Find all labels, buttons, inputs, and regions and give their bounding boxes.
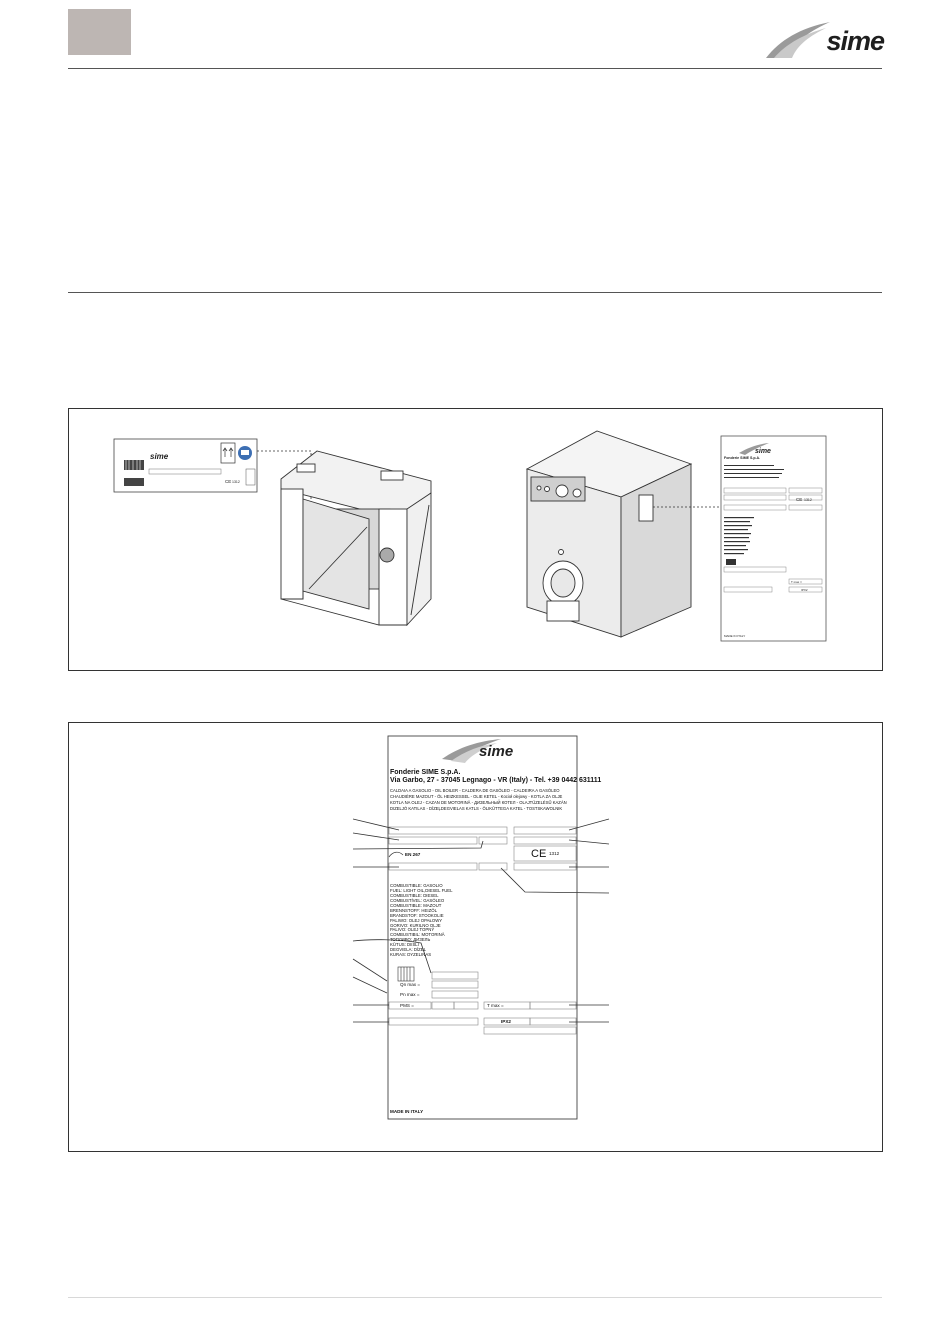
package-label [114,439,257,492]
svg-text:MADE IN ITALY: MADE IN ITALY [724,634,746,638]
plate-ce-number: 1312 [549,851,560,856]
figure-rating-plate [68,722,883,1152]
figure1-drawing [69,409,882,670]
plate-fuel-list: COMBUSTIBLE: GASOLIO FUEL: LIGHT OIL,DIESEL FUEL COMBUSTIBLE: DIESEL COMBUSTÍVEL: GASÓLEO COMBUSTIBLE: MAZOUT BRENNSTOFF: HEIZÖL BRANDSTOF: STOOKOLIE PALIWO: OLEJ OPAŁOWY GORIVO: KURILNO OLJE PALIVO: OLEJ TOPNÝ COMBUSTIBIL: MOTORINĂ ТОПЛИВО: ДИЗЕЛЬ KÜTUS: DIISLI DEGVIELA: DĪZEL KURAS: DYZELINAS [390,883,453,958]
page-tab [68,9,131,55]
plate-product-line-1: CALDAIA A GASOLIO - OIL BOILER - CALDERA DE GASÓLEO - CALDEIRA A GASÓLEO [390,788,560,793]
plate-company: Fonderie SIME S.p.A. [390,769,461,776]
boiler-unit [527,431,691,637]
rating-plate-location [639,495,653,521]
svg-text:T max =: T max = [791,580,802,584]
svg-text:CE: CE [225,479,232,484]
plate-product-line-4: DIZELJÓ KATILAS - DĪZEĻDEGVIELAS KATLS - ÕLIKÜTTEGA KATEL - TOSTSKAWOLNIK [390,806,563,811]
header-rule [68,68,882,69]
ce-mark: CE [531,848,547,860]
svg-text:Fonderie SIME S.p.A.: Fonderie SIME S.p.A. [724,456,761,460]
svg-text:IPX2: IPX2 [801,588,808,592]
svg-text:sime: sime [150,452,169,461]
plate-made-in: MADE IN ITALY [390,1109,424,1114]
plate-pms: PMS = [400,1003,414,1008]
plate-address: Via Garbo, 27 - 37045 Legnago - VR (Italy) - Tel. +39 0442 631111 [390,777,602,784]
plate-brand: sime [479,743,514,760]
svg-text:1312: 1312 [232,480,240,484]
barcode-icon [124,460,144,470]
plate-qn-max: Qn max = [400,982,421,987]
plate-t-max: T max = [487,1003,504,1008]
plate-product-line-3: KOTLA NA OLEJ - CAZAN DE MOTORINĂ - ДИЗЕЛЬНЫЙ КОТЕЛ - OLAJTÜZELÉSŰ KAZÁN [390,800,567,805]
brand-logo [760,14,884,60]
brand-name: sime [826,26,884,56]
wooden-crate [281,451,431,625]
svg-text:1312: 1312 [804,498,812,502]
svg-text:sime: sime [755,448,771,455]
plate-product-line-2: CHAUDIÈRE MAZOUT - ÖL HEIZKESSEL - OLIE KETEL - Kocioł olejowy - KOTLA ZA OLJE [390,794,563,799]
plate-en-standard: EN 267 [405,852,421,857]
rating-plate-thumbnail [721,436,826,641]
section-rule [68,292,882,293]
plate-ipx: IPX2 [501,1019,511,1024]
footer-rule [68,1297,882,1298]
svg-text:CE: CE [796,497,803,502]
figure-packaging-and-boiler [68,408,883,671]
plate-pn-max: Pn max = [400,992,420,997]
